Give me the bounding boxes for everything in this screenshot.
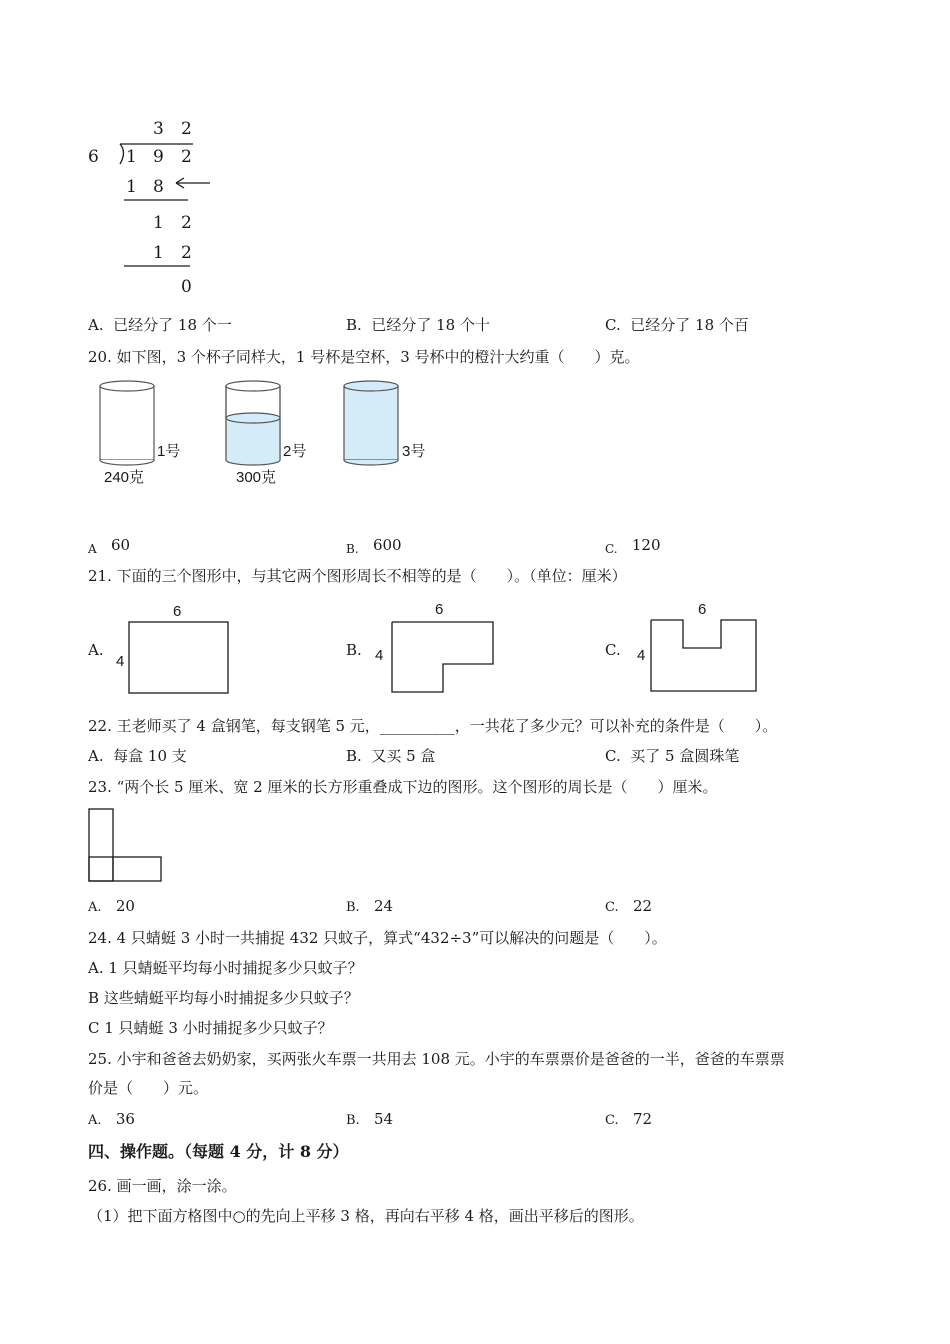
q19-option-b-text: 已经分了 18 个十 [371,316,490,334]
q20-option-a-letter: A [88,542,97,556]
q23-option-a-letter: A. [88,900,102,915]
notched-shape [651,620,756,691]
step3-digit-2: 2 [181,243,192,263]
q20-option-b-text: 600 [372,536,402,554]
q21-figure-a [112,600,237,700]
q25-option-a-letter: A. [88,1113,102,1128]
q22-option-c-letter: C. [605,747,621,765]
q20-option-b[interactable] [346,535,402,559]
step1-digit-2: 8 [153,177,164,197]
q24-option-b[interactable]: B 这些蜻蜓平均每小时捕捉多少只蚊子？ [88,989,359,1007]
q25-option-b-letter: B. [346,1113,360,1128]
step1-digit-1: 1 [126,177,137,197]
q21-c-top-label: 6 [698,601,707,618]
q21-figure-b [372,598,502,698]
dividend-digit-3: 2 [181,147,192,167]
q22-option-a-letter: A. [88,747,104,765]
q21-stem: 21. 下面的三个图形中，与其它两个图形周长不相等的是（ ）。（单位：厘米） [88,567,627,585]
q23-option-b-letter: B. [346,900,360,915]
q23-option-a[interactable] [88,896,135,918]
q19-option-c-text: 已经分了 18 个百 [630,316,749,334]
q20-option-a-text: 60 [110,536,131,554]
cup-3 [344,381,398,465]
q25-option-c[interactable] [605,1109,652,1131]
q19-option-b[interactable] [346,315,490,335]
q20-stem: 20. 如下图，3 个杯子同样大，1 号杯是空杯，3 号杯中的橙汁大约重（ ）克。 [88,348,640,366]
q19-option-a-letter: A. [88,316,104,334]
q25-option-c-text: 72 [632,1110,653,1128]
cup-3-label: 3号 [402,443,426,460]
q21-option-b-letter[interactable]: B. [346,641,362,659]
q20-option-b-letter: B. [346,542,359,556]
q25-option-a[interactable] [88,1109,135,1131]
q21-option-a-letter[interactable]: A. [88,641,104,659]
long-division-figure [80,110,230,300]
rectangle-shape [129,622,228,693]
remainder: 0 [181,277,192,297]
q25-option-b-text: 54 [374,1110,394,1128]
quotient-digit-ones: 2 [181,119,192,139]
q22-option-b-text: 又买 5 盒 [371,747,436,765]
q19-option-c[interactable] [605,315,749,335]
dividend-digit-2: 9 [153,147,164,167]
q22-option-b-letter: B. [346,747,362,765]
q21-option-c-letter[interactable]: C. [605,641,621,659]
quotient-digit-tens: 3 [153,119,164,139]
q22-stem: 22. 王老师买了 4 盒钢笔，每支钢笔 5 元，__________，一共花了多少元？可以补充的条件是（ ）。 [88,717,778,735]
q22-option-c[interactable] [605,746,739,766]
q21-a-side-label: 4 [116,653,125,670]
q25-stem-line1: 25. 小宇和爸爸去奶奶家，买两张火车票一共用去 108 元。小宇的车票票价是爸爸的一半，爸爸的车票票 [88,1050,785,1068]
q23-option-c-letter: C. [605,900,619,915]
q24-option-c[interactable]: C 1 只蜻蜓 3 小时捕捉多少只蚊子？ [88,1019,333,1037]
q21-c-side-label: 4 [637,647,646,664]
q22-option-b[interactable] [346,746,435,766]
q25-option-a-text: 36 [115,1110,135,1128]
cup-2 [226,381,280,465]
q19-option-b-letter: B. [346,316,362,334]
q20-option-c-text: 120 [631,536,661,554]
q23-option-b-text: 24 [374,897,394,915]
q25-option-b[interactable] [346,1109,393,1131]
q23-option-c-text: 22 [632,897,653,915]
q19-option-c-letter: C. [605,316,621,334]
q21-b-top-label: 6 [435,601,444,618]
q23-option-a-text: 20 [115,897,135,915]
step2-digit-1: 1 [153,213,164,233]
q22-option-a[interactable] [88,746,187,766]
dividend-digit-1: 1 [126,147,137,167]
q24-stem: 24. 4 只蜻蜓 3 小时一共捕捉 432 只蚊子，算式“432÷3”可以解决的问题是（ ）。 [88,929,667,947]
step2-digit-2: 2 [181,213,192,233]
step3-digit-1: 1 [153,243,164,263]
q20-option-c[interactable] [605,535,661,559]
q21-figure-c [636,598,766,698]
q23-option-b[interactable] [346,896,393,918]
q20-option-a[interactable] [88,535,130,559]
q19-option-a-text: 已经分了 18 个一 [113,316,232,334]
cup-1-weight: 240克 [104,469,145,486]
q20-cups-figure [96,380,446,490]
q26-sub1: （1）把下面方格图中○的先向上平移 3 格，再向右平移 4 格，画出平移后的图形。 [88,1207,644,1225]
divisor: 6 [88,147,99,167]
section-heading: 四、操作题。（每题 4 分，计 8 分） [88,1142,349,1161]
q23-overlap-figure [88,808,164,884]
q23-option-c[interactable] [605,896,652,918]
q22-option-c-text: 买了 5 盒圆珠笔 [630,747,740,765]
q23-stem: 23. “两个长 5 厘米、宽 2 厘米的长方形重叠成下边的图形。这个图形的周长是（ ）厘米。 [88,778,718,796]
q25-option-c-letter: C. [605,1113,619,1128]
cup-2-weight: 300克 [236,469,277,486]
q22-option-a-text: 每盒 10 支 [113,747,187,765]
q24-option-a[interactable]: A. 1 只蜻蜓平均每小时捕捉多少只蚊子？ [88,959,363,977]
l-shape [392,622,493,692]
q19-option-a[interactable] [88,315,232,335]
q21-b-side-label: 4 [375,647,384,664]
q20-option-c-letter: C. [605,542,618,556]
q21-a-top-label: 6 [173,603,182,620]
q26-stem: 26. 画一画，涂一涂。 [88,1177,237,1195]
cup-1 [100,381,154,465]
cup-2-label: 2号 [283,443,307,460]
arrow-left-icon [176,178,210,188]
cup-1-label: 1号 [157,443,181,460]
q25-stem-line2: 价是（ ）元。 [88,1079,209,1097]
